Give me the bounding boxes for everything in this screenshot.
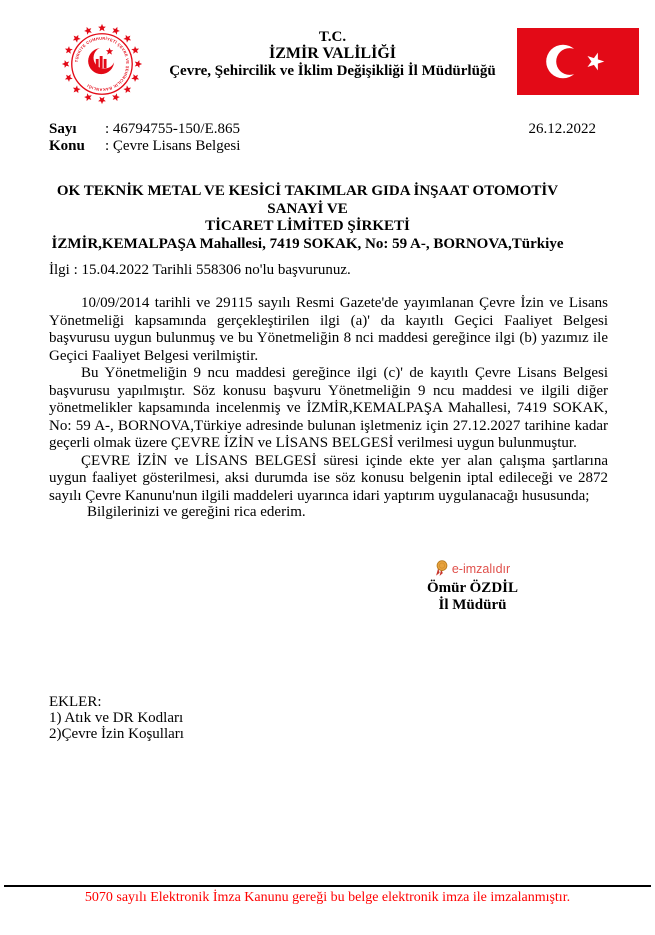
footer-divider bbox=[4, 885, 651, 887]
header-authority: İZMİR VALİLİĞİ bbox=[268, 45, 396, 62]
recipient-block bbox=[40, 183, 575, 253]
ministry-seal-icon bbox=[56, 22, 148, 111]
header-tc: T.C. bbox=[318, 29, 347, 45]
letterhead bbox=[0, 22, 655, 111]
medal-icon bbox=[435, 560, 448, 577]
recipient-name-line2: TİCARET LİMİTED ŞİRKETİ bbox=[205, 218, 410, 234]
signatory-name: Ömür ÖZDİL bbox=[427, 580, 518, 596]
letter-meta bbox=[49, 121, 240, 154]
closing-line: Bilgilerinizi ve gereğini rica ederim. bbox=[87, 504, 306, 520]
sayi-label: Sayı bbox=[49, 121, 77, 137]
recipient-name-line1: OK TEKNİK METAL VE KESİCİ TAKIMLAR GIDA İNŞAAT OTOMOTİV SANAYİ VE bbox=[56, 183, 559, 217]
paragraph-2: Bu Yönetmeliğin 9 ncu maddesi gereğince ilgi (c)' de kayıtlı Çevre Lisans Belgesi başvurusu yapılmıştır. Söz konusu başvuru Yönetmeliğin 9 ncu maddesi ve ilgili diğer yönetmelikler kapsamında incelenmiş ve İZMİR,KEMALPAŞA Mahallesi, 7419 SOKAK, No: 59 A-, BORNOVA,Türkiye adresinde bulunan işletmeniz için 27.12.2027 tarihine kadar geçerli olmak üzere ÇEVRE İZİN ve LİSANS BELGESİ verilmesi uygun bulunmuştur. bbox=[49, 365, 608, 451]
konu-value: : Çevre Lisans Belgesi bbox=[105, 137, 241, 154]
footer bbox=[4, 885, 651, 906]
reference-line: İlgi : 15.04.2022 Tarihli 558306 no'lu başvurunuz. bbox=[49, 262, 351, 278]
attachment-item: 2)Çevre İzin Koşulları bbox=[49, 726, 184, 742]
footer-notice: 5070 sayılı Elektronik İmza Kanunu gereği bu belge elektronik imza ile imzalanmıştır. bbox=[84, 890, 571, 905]
attachments-label: EKLER: bbox=[49, 694, 102, 710]
letter-body bbox=[49, 295, 608, 505]
paragraph-3: ÇEVRE İZİN ve LİSANS BELGESİ süresi içinde ekte yer alan çalışma şartlarına uygun faaliyet gösterilmesi, aksi durumda ise söz konusu belgenin iptal edileceği ve 2872 sayılı Çevre Kanunu'nun ilgili maddeleri uyarınca idari yaptırım uygulanacağı hususunda; bbox=[49, 452, 608, 504]
attachments-block bbox=[49, 694, 184, 742]
signatory-title: İl Müdürü bbox=[438, 597, 507, 613]
sayi-row bbox=[49, 121, 240, 138]
recipient-address: İZMİR,KEMALPAŞA Mahallesi, 7419 SOKAK, No: 59 A-, BORNOVA,Türkiye bbox=[51, 235, 564, 252]
header-department: Çevre, Şehircilik ve İklim Değişikliği İl Müdürlüğü bbox=[169, 63, 496, 79]
attachment-item: 1) Atık ve DR Kodları bbox=[49, 710, 184, 726]
esign-badge bbox=[385, 560, 560, 577]
letterhead-titles bbox=[148, 29, 517, 81]
letter-date: 26.12.2022 bbox=[528, 121, 596, 137]
signature-block bbox=[385, 560, 560, 614]
konu-label: Konu bbox=[49, 137, 85, 154]
sayi-value: : 46794755-150/E.865 bbox=[105, 121, 240, 137]
paragraph-1: 10/09/2014 tarihli ve 29115 sayılı Resmi Gazete'de yayımlanan Çevre İzin ve Lisans Yönetmeliği kapsamında gerçekleştirilen ilgi (a)' da kayıtlı Geçici Faaliyet Belgesi başvurusu uygun bulunmuş ve bu Yönetmeliğin 8 nci maddesi gereğince ilgi (b) yazımız ile Geçici Faaliyet Belgesi verilmiştir. bbox=[49, 295, 608, 364]
konu-row bbox=[49, 138, 240, 155]
esign-label: e-imzalıdır bbox=[451, 561, 511, 576]
seal-ring-text: TÜRKİYE CUMHURİYETİ ÇEVRE VE ŞEHİRCİLİK BAKANLIĞI bbox=[74, 36, 130, 92]
turkish-flag-icon bbox=[517, 28, 639, 100]
